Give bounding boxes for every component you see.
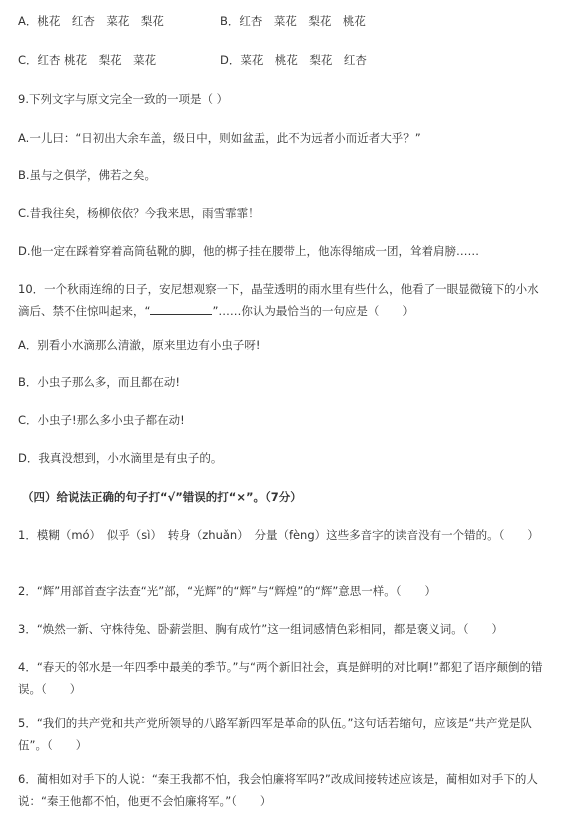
- q10-stem-tail: ”……你认为最恰当的一句应是（ ）: [212, 304, 414, 318]
- q8-option-b: B．红杏 菜花 梨花 桃花: [220, 14, 366, 28]
- q10-option-d: D．我真没想到，小水滴里是有虫子的。: [18, 451, 223, 465]
- section4-item: 1．模糊（mó） 似乎（sì） 转身（zhuǎn） 分量（fèng）这些多音字的读音没有一个错的。（ ）: [18, 528, 539, 542]
- section4-item: 5．“我们的共产党和共产党所领导的八路军新四军是革命的队伍。”这句话若缩句，应该是“共产党是队伍”。（ ）: [18, 716, 532, 752]
- section4-item: 2．“辉”用部首查字法查“光”部，“光辉”的“辉”与“辉煌”的“辉”意思一样。（ ）: [18, 584, 437, 598]
- q10-blank: [150, 302, 212, 315]
- q9-stem: 9.下列文字与原文完全一致的一项是（ ）: [18, 92, 229, 106]
- q10-option-a: A．别看小水滴那么清澈，原来里边有小虫子呀!: [18, 338, 261, 352]
- q9-option-a: A.一儿曰：“日初出大余车盖，级日中，则如盆盂，此不为远者小而近者大乎？”: [18, 131, 421, 145]
- section4-item: 4．“春天的邻水是一年四季中最美的季节。”与“两个新旧社会，真是鲜明的对比啊!”都犯了语序颠倒的错误。（ ）: [18, 660, 543, 696]
- q10-stem: [18, 278, 550, 322]
- section4-item: 3．“焕然一新、守株待兔、卧薪尝胆、胸有成竹”这一组词感情色彩相同，都是褒义词。（ ）: [18, 622, 503, 636]
- q8-option-d: D．菜花 桃花 梨花 红杏: [220, 53, 367, 67]
- section4-heading: （四）给说法正确的句子打“√”错误的打“×”。（7分）: [22, 490, 302, 504]
- q10-option-c: C．小虫子!那么多小虫子都在动!: [18, 413, 185, 427]
- q10-option-b: B．小虫子那么多，而且都在动!: [18, 375, 180, 389]
- q9-option-b: B.虽与之俱学，佛若之矣。: [18, 168, 157, 182]
- section4-item: 6．蔺相如对手下的人说：“秦王我都不怕，我会怕廉将军吗?”改成间接转述应该是，蔺相如对手下的人说：“秦王他都不怕，他更不会怕廉将军。”（ ）: [18, 772, 538, 808]
- q8-option-a: A．桃花 红杏 菜花 梨花: [18, 14, 164, 28]
- q10-stem-text: 10．一个秋雨连绵的日子，安尼想观察一下，晶莹透明的雨水里有些什么，他看了一眼显微镜下的小水滴后、禁不住惊叫起来，“: [18, 282, 539, 318]
- q8-option-c: C．红杏 桃花 梨花 菜花: [18, 53, 157, 67]
- q9-option-c: C.昔我往矣，杨柳依依？今我来思，雨雪霏霏！: [18, 206, 260, 220]
- q9-option-d: D.他一定在踩着穿着高筒毡靴的脚，他的梆子挂在腰带上，他冻得缩成一团，耸着肩膀……: [18, 244, 480, 258]
